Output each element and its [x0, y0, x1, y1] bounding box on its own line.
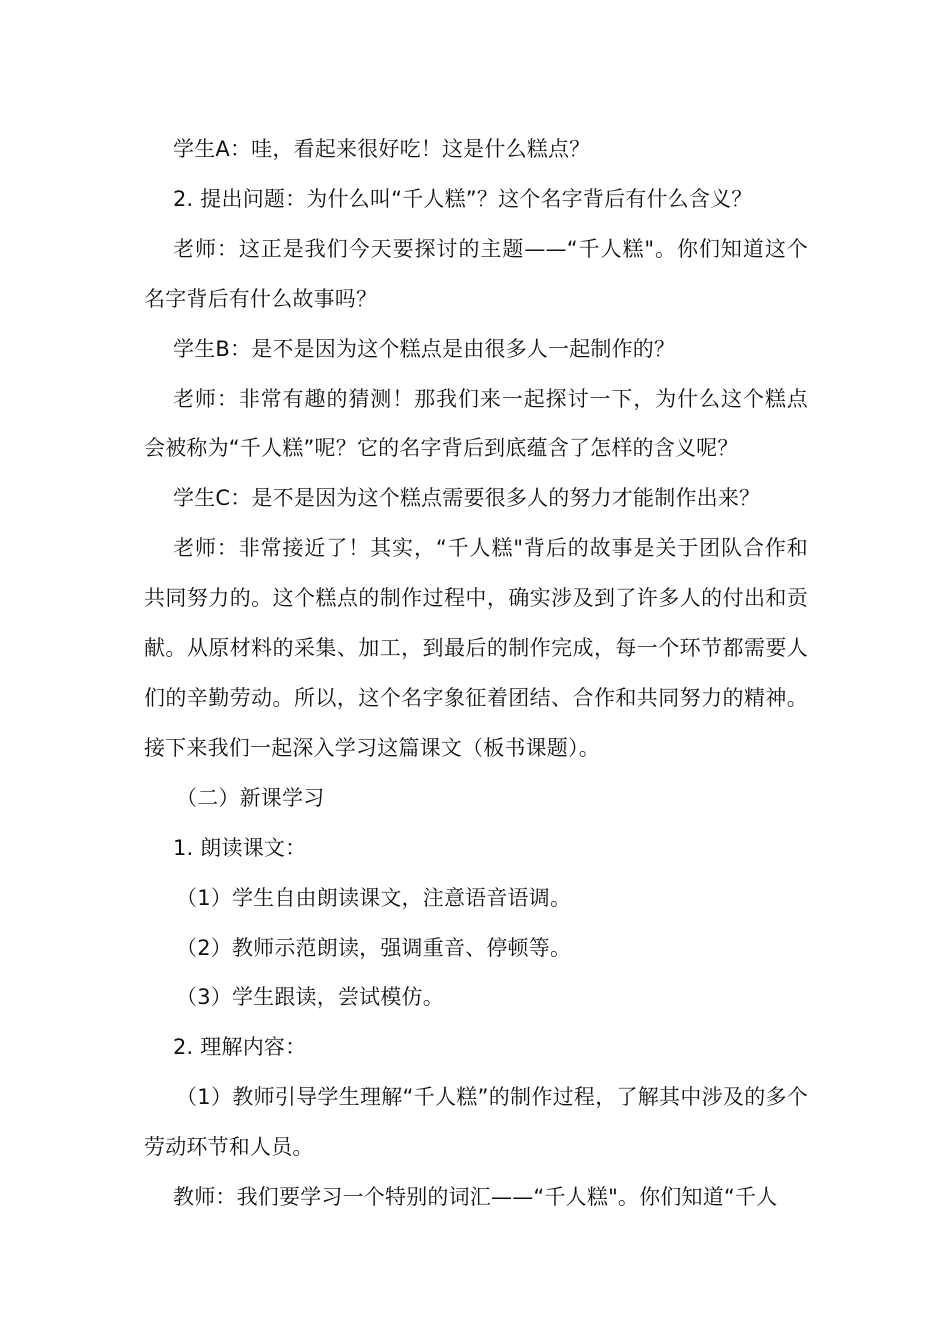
- paragraph-student-c: 学生C：是不是因为这个糕点需要很多人的努力才能制作出来？: [173, 486, 761, 511]
- list-item-guide-process: （1）教师引导学生理解“千人糕”的制作过程，了解其中涉及的多个劳动环节和人员。: [144, 1085, 808, 1160]
- paragraph-teacher-vocab: 教师：我们要学习一个特别的词汇——“千人糕"。你们知道“千人: [173, 1185, 778, 1210]
- paragraph-teacher-explain: 老师：非常接近了！其实，“千人糕"背后的故事是关于团队合作和共同努力的。这个糕点的制作过程中，确实涉及到了许多人的付出和贡献。从原材料的采集、加工，到最后的制作完成，每一个环节都需要人们的辛勤劳动。所以，这个名字象征着团结、合作和共同努力的精神。接下来我们一起深入学习这篇课文（板书课题）。: [144, 536, 808, 760]
- paragraph-question: 2. 提出问题：为什么叫“千人糕”？这个名字背后有什么含义？: [173, 186, 753, 211]
- section-heading-new-lesson: （二）新课学习: [176, 785, 325, 810]
- paragraph-teacher-intro: 老师：这正是我们今天要探讨的主题——“千人糕"。你们知道这个名字背后有什么故事吗？: [144, 236, 808, 311]
- list-item-follow-reading: （3）学生跟读，尝试模仿。: [176, 985, 444, 1010]
- list-item-teacher-demo: （2）教师示范朗读，强调重音、停顿等。: [176, 935, 572, 960]
- list-item-read-text: 1. 朗读课文：: [173, 835, 307, 860]
- paragraph-teacher-guess: 老师：非常有趣的猜测！那我们来一起探讨一下，为什么这个糕点会被称为“千人糕”呢？它的名字背后到底蕴含了怎样的含义呢？: [144, 386, 808, 461]
- paragraph-student-a: 学生A：哇，看起来很好吃！这是什么糕点？: [173, 137, 591, 161]
- document-body: [144, 125, 808, 1223]
- list-item-understand: 2. 理解内容：: [173, 1035, 307, 1060]
- list-item-free-reading: （1）学生自由朗读课文，注意语音语调。: [176, 885, 572, 910]
- paragraph-student-b: 学生B：是不是因为这个糕点是由很多人一起制作的？: [173, 336, 676, 361]
